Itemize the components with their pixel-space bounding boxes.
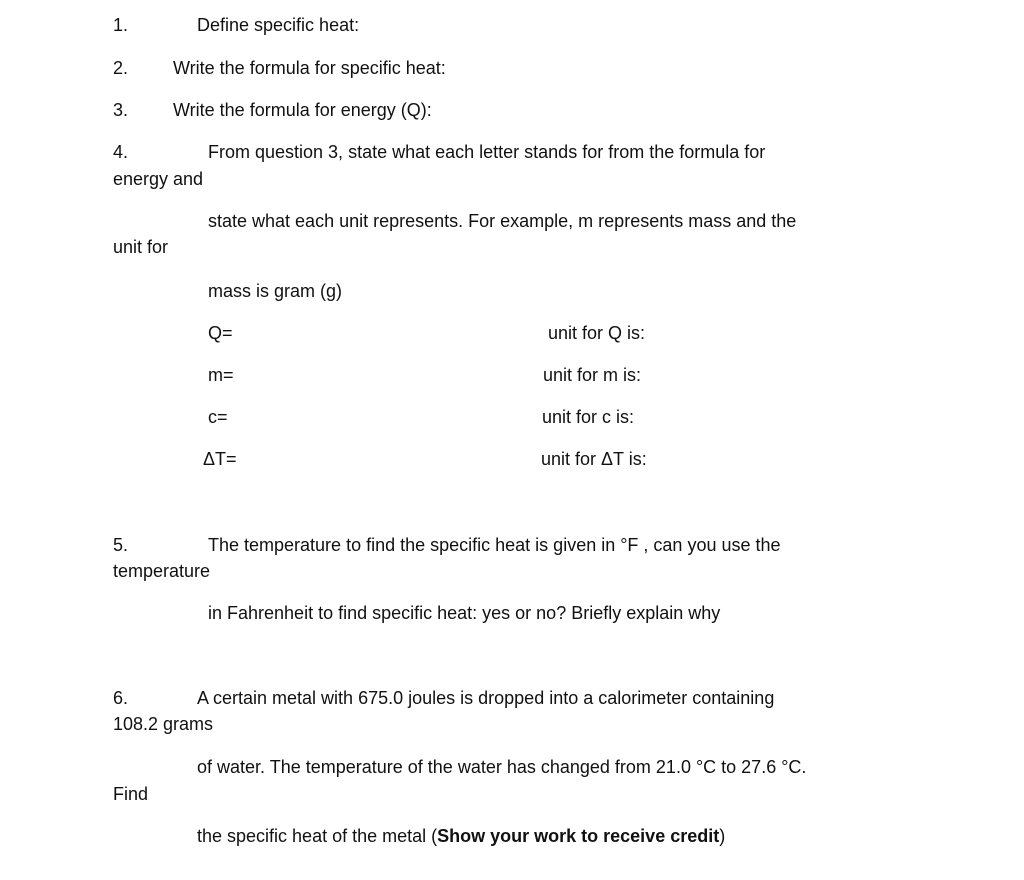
q5-line1: The temperature to find the specific heat is given in °F , can you use the [208, 535, 781, 555]
q4-line1: From question 3, state what each letter stands for from the formula for [208, 142, 766, 162]
q6-number: 6. [113, 688, 129, 708]
q4-unit-m: unit for m is: [543, 365, 642, 385]
q4-var-c: c= [208, 407, 228, 427]
q3-text: Write the formula for energy (Q): [173, 100, 432, 120]
q6-line1-wrap: 108.2 grams [113, 714, 214, 734]
q6-line2-wrap: Find [113, 784, 149, 804]
q4-number: 4. [113, 142, 129, 162]
q6-line3-close: ) [719, 826, 726, 846]
q4-var-m: m= [208, 365, 234, 385]
q1-text: Define specific heat: [197, 15, 360, 35]
q4-line2-wrap: unit for [113, 237, 169, 257]
q6-line3-emphasis: Show your work to receive credit [437, 826, 720, 846]
q4-unit-c: unit for c is: [542, 407, 635, 427]
q2-text: Write the formula for specific heat: [173, 58, 446, 78]
q6-line3 [197, 827, 725, 845]
q6-line2: of water. The temperature of the water has changed from 21.0 °C to 27.6 °C. [197, 757, 807, 777]
q2-number: 2. [113, 58, 129, 78]
q4-var-q: Q= [208, 323, 233, 343]
q4-line1-wrap: energy and [113, 169, 204, 189]
q4-line2: state what each unit represents. For example, m represents mass and the [208, 211, 797, 231]
q5-number: 5. [113, 535, 129, 555]
q4-line3: mass is gram (g) [208, 281, 343, 301]
q6-line1: A certain metal with 675.0 joules is dropped into a calorimeter containing [197, 688, 775, 708]
q1-number: 1. [113, 15, 129, 35]
q4-unit-q: unit for Q is: [548, 323, 646, 343]
q5-line1-wrap: temperature [113, 561, 211, 581]
q5-line2: in Fahrenheit to find specific heat: yes or no? Briefly explain why [208, 603, 721, 623]
q4-var-dt: ΔT= [203, 449, 237, 469]
q6-line3-text: the specific heat of the metal ( [197, 826, 438, 846]
q3-number: 3. [113, 100, 129, 120]
q4-unit-dt: unit for ΔT is: [541, 449, 647, 469]
